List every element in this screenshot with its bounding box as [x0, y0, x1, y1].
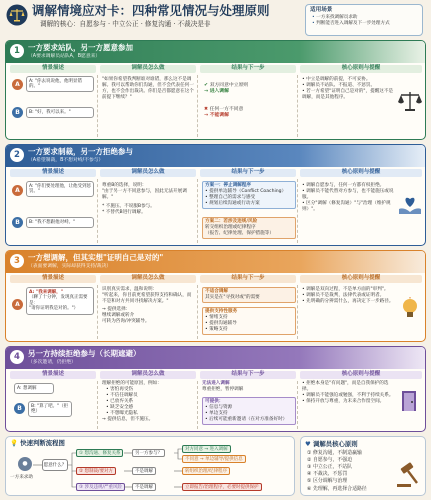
- avatar-a: A: [12, 79, 23, 90]
- page-subtitle: 调解的核心：自愿参与 · 中立公正 · 修复沟通 · 不裁决是非: [40, 20, 211, 28]
- section-title: 一方要求制裁，另一方拒绝参与: [28, 147, 133, 156]
- gavel-icon: [395, 461, 423, 489]
- col-header-result: 结果与下一步: [200, 275, 296, 283]
- page-title: 调解情境应对卡：四种常见情况与处理原则: [32, 3, 270, 18]
- mediator-script: 识别真实需求，温和说明： "听起来，你目前更希望获得支持和确认，而不是和对方共同寻找解决方案。" → 提供选择： 继续调解或转介 可转为咨询/冲突辅导。: [102, 287, 192, 324]
- principle-list: • 拒绝本身是"有问题"，而是自我保护的选择。 • 调解员不能强迫或勉强，不利于持续关系。 • 保持开放与尊重，为未来合作留空间。: [302, 381, 394, 405]
- result-not-suitable: 不适合调解 其实是在"寻找对或"的需要: [202, 287, 296, 303]
- principles-list: ① 修复沟通，不制造赢输 ② 自愿参与，不强迫 ③ 中立公正，不站队 ④ 不裁决、不惩罚 ⑤ 区分调解与治理 ⑥ 先理解，再选择合适路径: [307, 450, 367, 492]
- plan-1-box: 方案一：停止调解程序 • 提供单边辅导（Conflict Coaching） • 整理自己的需求与感受 • 规划后续沟通或行动方案: [202, 181, 296, 209]
- heart-hands-icon: [397, 193, 423, 217]
- scope-title: 适用场景: [310, 7, 333, 13]
- principle-list: • 调解自愿参与，任何一方都有权拒绝。 • 调解员不能代替对方参与，也不能施压或说服。 • 区分"调解（修复沟通）"与"治理（维护规则）"。: [302, 183, 394, 213]
- flow-no-1: 不同意 → 单边辅导/提供信息: [182, 455, 246, 463]
- section-2: [5, 144, 426, 246]
- lightbulb-icon: [397, 297, 423, 321]
- speech-bubble-b: B: "算了吧。"（拒绝）: [28, 401, 72, 417]
- flow-yes-1: 对方同意 → 进入调解: [182, 445, 231, 453]
- result-options: 可提供： • 信息与资源 • 单边支持 • 后续可能重新邀请（在对方准备好时）: [202, 397, 296, 425]
- flow-title: 💡 快速判断流程图: [10, 439, 65, 447]
- section-title: 另一方持续拒绝参与（长期遮避）: [28, 349, 141, 358]
- heart-icon: ♥: [305, 440, 313, 448]
- avatar-a: A: [12, 299, 23, 310]
- mediator-script: 理解拒绝的可能原因，例如： • 害怕再受伤 • 不信任调解员 • 已放弃关系 • 缺乏安全感 • 不想曝光隐私 → 提供信息，但不施压。: [102, 381, 194, 423]
- col-header-situation: 情景描述: [10, 169, 96, 177]
- col-header-principle: 核心原则与提醒: [300, 275, 422, 283]
- mediator-script: "如果你希望我判断谁对谁错，那么这不是调解。我可以帮助你们沟通，但不会代表任何一方，也不会作出裁决。你们是否都愿意在这个前提下继续？": [102, 77, 194, 100]
- section-subtitle: （A要求调解员站队A，B愿意来）: [28, 53, 101, 59]
- col-header-situation: 情景描述: [10, 275, 96, 283]
- col-header-mediator: 调解员怎么做: [100, 65, 196, 73]
- scope-item: • 一方来找调解员求助: [312, 15, 418, 21]
- scales-icon: [397, 89, 423, 113]
- speech-bubble-b: B: "我不想跟他对峙。": [26, 217, 94, 228]
- lightbulb-icon: 💡: [10, 439, 21, 447]
- result-yes: ✔ 双方同意中立原则 → 进入调解: [204, 83, 249, 95]
- flow-cond-3: ③ 涉及违规/严重风险: [76, 483, 125, 491]
- mediator-script: 尊重B的选择，说明： "由于另一方不同意参与，因此无法开展调解。" * 不施压、不说服B参与。 * 不替代B进行调解。: [102, 183, 187, 215]
- avatar-b: B: [12, 107, 23, 118]
- door-icon: [397, 389, 423, 413]
- section-subtitle: （表面要调解，实际却获得支持/裁决）: [28, 263, 112, 269]
- flow-mid-2: 不是调解: [132, 467, 156, 475]
- avatar-b: B: [12, 217, 23, 228]
- flow-result-3: 立即报告/治理程序，必要时提供保护: [182, 483, 262, 491]
- section-subtitle: （多次邀请，仍拒绝）: [28, 359, 76, 365]
- result-no: ✖ 任何一方不同意 → 不能调解: [204, 107, 244, 119]
- col-header-situation: 情景描述: [10, 371, 96, 379]
- col-header-mediator: 调解员怎么做: [100, 275, 196, 283]
- result-paused: 无法进入调解 尊重拒绝，暂停调解: [202, 381, 244, 392]
- col-header-situation: 情景描述: [10, 65, 96, 73]
- cross-icon: ✖: [204, 107, 210, 112]
- section-number: 4: [10, 350, 24, 364]
- scope-item: • 判断能否进入调解及下一步处理方式: [312, 21, 418, 27]
- section-3: [5, 250, 426, 342]
- col-header-result: 结果与下一步: [200, 169, 296, 177]
- col-header-mediator: 调解员怎么做: [100, 169, 196, 177]
- flow-cond-1: ① 想沟通、修复关系: [76, 449, 123, 457]
- speech-bubble-a: A: "你去说说他，他明显错的。": [26, 76, 94, 92]
- result-support: 提供支持性服务 • 情绪支持 • 提供沟通辅导 • 策略支持: [202, 307, 296, 335]
- header: [0, 0, 431, 38]
- col-header-mediator: 调解员怎么做: [100, 371, 196, 379]
- col-header-principle: 核心原则与提醒: [300, 65, 422, 73]
- plan-2-box: 方案二：若涉及违规/风险 转交组织治理或纪律程序 （报告、纪律处理、保护措施等）: [202, 217, 296, 239]
- speech-bubble-a: A: "我来调解，" （聊了十分钟，发现真正需要是： "请你证明我是对的。"）: [26, 287, 94, 315]
- col-header-principle: 核心原则与提醒: [300, 371, 422, 379]
- section-1: [5, 40, 426, 140]
- principles-title: ♥ 调解员核心原则: [305, 440, 358, 448]
- col-header-result: 结果与下一步: [200, 65, 296, 73]
- flow-start: 一方来求助: [10, 475, 33, 480]
- flow-cond-2: ② 想制裁/要对方: [76, 467, 116, 475]
- flow-question: 愿意什么？: [42, 459, 68, 471]
- core-principles: [300, 436, 426, 496]
- section-number: 1: [10, 44, 24, 58]
- check-icon: ✔: [204, 83, 210, 88]
- avatar-a: A: [12, 185, 23, 196]
- section-4: [5, 346, 426, 432]
- flow-mid-1: 另一方参与？: [132, 449, 165, 457]
- scope-box: [305, 4, 423, 36]
- avatar-b: B: [14, 403, 25, 414]
- scales-icon: [6, 4, 28, 26]
- principle-list: • 调解是双向过程，不是单方面的"审判"。 • 调解员不是裁判，法律代表或证明者。 • 先明确的分辨需什么，再决定下一步路径。: [302, 287, 394, 305]
- flow-result-2: 转组织治理/纪律程序: [182, 467, 230, 475]
- speech-bubble-a: A: 想调解: [14, 383, 54, 394]
- speech-bubble-a: A: "你们要处理他，让他受到惩罚。": [26, 181, 94, 197]
- col-header-principle: 核心原则与提醒: [300, 169, 422, 177]
- flow-mid-3: 不是调解: [132, 483, 156, 491]
- principle-list: • 中立是调解的前提，不可妥协。 • 调解员不站队、不报道、不惩罚。 • 若一方希望"证明自己是对的"，提醒这不是调解，而是其他程序。: [302, 77, 394, 101]
- section-number: 2: [10, 148, 24, 162]
- section-title: 一方想调解，但其实想"证明自己是对的": [28, 253, 164, 262]
- section-subtitle: （A希望制裁，B不想对峙/不参与）: [28, 157, 104, 163]
- speech-bubble-b: B: "好，我可以来。": [26, 107, 94, 118]
- person-icon: ●: [18, 457, 32, 471]
- section-title: 一方要求站队，另一方愿意参加: [28, 43, 133, 52]
- section-number: 3: [10, 254, 24, 268]
- quick-flowchart: [5, 436, 295, 496]
- col-header-result: 结果与下一步: [200, 371, 296, 379]
